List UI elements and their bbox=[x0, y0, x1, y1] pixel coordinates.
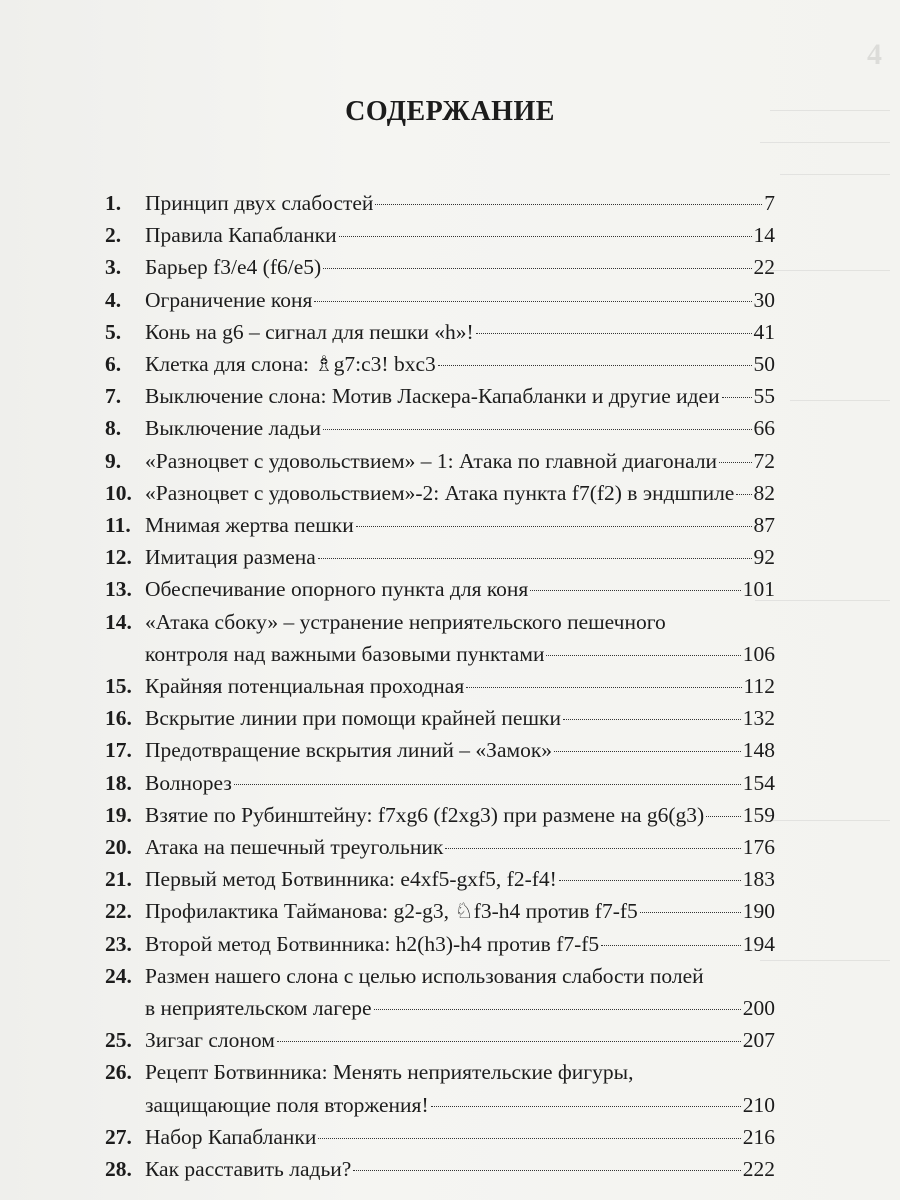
dot-leader bbox=[314, 301, 751, 302]
table-of-contents bbox=[105, 187, 775, 1185]
toc-entry-title: Как расставить ладьи? bbox=[145, 1157, 352, 1182]
toc-entry-title-line1: Рецепт Ботвинника: Менять неприятельские фигуры, bbox=[145, 1060, 634, 1085]
toc-entry-number: 11. bbox=[105, 513, 131, 538]
dot-leader bbox=[563, 719, 741, 720]
toc-entry-number: 27. bbox=[105, 1124, 132, 1149]
toc-entry[interactable] bbox=[105, 1056, 775, 1120]
toc-entry-title: «Разноцвет с удовольствием»-2: Атака пункта f7(f2) в эндшпиле bbox=[145, 480, 735, 505]
toc-entry[interactable] bbox=[105, 1121, 775, 1153]
toc-entry-title: Барьер f3/e4 (f6/e5) bbox=[145, 255, 322, 280]
toc-entry-page: 92 bbox=[753, 545, 775, 570]
toc-entry-title: Конь на g6 – сигнал для пешки «h»! bbox=[145, 319, 474, 344]
toc-entry[interactable] bbox=[105, 670, 775, 702]
toc-entry[interactable] bbox=[105, 187, 775, 219]
dot-leader bbox=[431, 1106, 741, 1107]
toc-entry-number: 16. bbox=[105, 706, 132, 731]
toc-entry-number: 6. bbox=[105, 352, 122, 377]
dot-leader bbox=[445, 848, 740, 849]
toc-entry-page: 216 bbox=[742, 1124, 775, 1149]
toc-entry[interactable] bbox=[105, 734, 775, 766]
toc-entry[interactable] bbox=[105, 316, 775, 348]
dot-leader bbox=[277, 1041, 741, 1042]
toc-entry-number: 12. bbox=[105, 545, 132, 570]
toc-entry-title: Имитация размена bbox=[145, 545, 316, 570]
toc-entry-title: Первый метод Ботвинника: e4xf5-gxf5, f2-f4! bbox=[145, 867, 557, 892]
toc-entry[interactable] bbox=[105, 445, 775, 477]
toc-entry-page: 183 bbox=[742, 867, 775, 892]
toc-entry[interactable] bbox=[105, 960, 775, 1024]
toc-entry-title: Крайняя потенциальная проходная bbox=[145, 674, 465, 699]
toc-entry[interactable] bbox=[105, 928, 775, 960]
toc-entry-title: Профилактика Тайманова: g2-g3, ♘f3-h4 против f7-f5 bbox=[145, 899, 638, 924]
toc-entry-page: 159 bbox=[742, 802, 775, 827]
dot-leader bbox=[640, 912, 741, 913]
toc-entry-number: 7. bbox=[105, 384, 122, 409]
toc-entry-number: 13. bbox=[105, 577, 132, 602]
toc-entry-title: защищающие поля вторжения! bbox=[145, 1092, 429, 1117]
toc-entry[interactable] bbox=[105, 284, 775, 316]
toc-entry-title: Принцип двух слабостей bbox=[145, 191, 374, 215]
toc-entry-number: 9. bbox=[105, 448, 122, 473]
toc-entry-title: контроля над важными базовыми пунктами bbox=[145, 641, 545, 666]
toc-entry[interactable] bbox=[105, 767, 775, 799]
toc-entry-number: 1. bbox=[105, 191, 122, 215]
toc-entry-title: Предотвращение вскрытия линий – «Замок» bbox=[145, 738, 553, 763]
toc-entry-title: Атака на пешечный треугольник bbox=[145, 835, 444, 860]
toc-entry-title-line1: Размен нашего слона с целью использования слабости полей bbox=[145, 963, 704, 988]
toc-entry-number: 15. bbox=[105, 674, 132, 699]
toc-entry-number: 22. bbox=[105, 899, 132, 924]
toc-entry[interactable] bbox=[105, 541, 775, 573]
toc-entry-page: 222 bbox=[742, 1157, 775, 1182]
dot-leader bbox=[356, 526, 752, 527]
toc-entry-number: 19. bbox=[105, 802, 132, 827]
toc-entry-title: Клетка для слона: ♗g7:c3! bxc3 bbox=[145, 352, 436, 377]
toc-entry-number: 21. bbox=[105, 867, 132, 892]
toc-entry-number: 2. bbox=[105, 223, 122, 248]
toc-entry-page: 148 bbox=[742, 738, 775, 763]
toc-entry[interactable] bbox=[105, 1024, 775, 1056]
toc-entry-number: 25. bbox=[105, 1028, 132, 1053]
dot-leader bbox=[438, 365, 752, 366]
dot-leader bbox=[722, 397, 752, 398]
toc-entry[interactable] bbox=[105, 799, 775, 831]
toc-entry-title: Выключение слона: Мотив Ласкера-Капабланки и другие идеи bbox=[145, 384, 720, 409]
dot-leader bbox=[353, 1170, 740, 1171]
page-title: СОДЕРЖАНИЕ bbox=[345, 96, 555, 127]
dot-leader bbox=[736, 494, 751, 495]
toc-entry-title: Зигзаг слоном bbox=[145, 1028, 275, 1053]
dot-leader bbox=[546, 655, 740, 656]
toc-entry-number: 3. bbox=[105, 255, 122, 280]
toc-entry-title: Мнимая жертва пешки bbox=[145, 513, 354, 538]
toc-entry[interactable] bbox=[105, 219, 775, 251]
dot-leader bbox=[559, 880, 741, 881]
toc-entry[interactable] bbox=[105, 348, 775, 380]
toc-entry-page: 101 bbox=[742, 577, 775, 602]
toc-entry[interactable] bbox=[105, 895, 775, 927]
toc-entry[interactable] bbox=[105, 380, 775, 412]
dot-leader bbox=[719, 462, 751, 463]
toc-entry-page: 7 bbox=[764, 191, 775, 215]
dot-leader bbox=[706, 816, 741, 817]
toc-entry-page: 14 bbox=[753, 223, 775, 248]
toc-entry-title: Правила Капабланки bbox=[145, 223, 337, 248]
toc-entry-number: 10. bbox=[105, 480, 132, 505]
toc-entry-number: 24. bbox=[105, 963, 132, 988]
toc-entry-title: Взятие по Рубинштейну: f7xg6 (f2xg3) при размене на g6(g3) bbox=[145, 802, 705, 827]
toc-entry-page: 55 bbox=[753, 384, 775, 409]
toc-entry-number: 18. bbox=[105, 770, 132, 795]
toc-entry-page: 106 bbox=[742, 641, 775, 666]
toc-entry-number: 14. bbox=[105, 609, 132, 634]
toc-entry-page: 30 bbox=[753, 287, 775, 312]
toc-entry-number: 17. bbox=[105, 738, 132, 763]
toc-entry-page: 190 bbox=[742, 899, 775, 924]
toc-entry-title-line1: «Атака сбоку» – устранение неприятельского пешечного bbox=[145, 609, 666, 634]
toc-entry-title: «Разноцвет с удовольствием» – 1: Атака по главной диагонали bbox=[145, 448, 718, 473]
dot-leader bbox=[530, 590, 740, 591]
toc-entry-title: Ограничение коня bbox=[145, 287, 313, 312]
dot-leader bbox=[339, 236, 752, 237]
toc-entry-number: 20. bbox=[105, 835, 132, 860]
toc-entry-page: 200 bbox=[742, 996, 775, 1021]
toc-entry-number: 23. bbox=[105, 931, 132, 956]
toc-entry-number: 26. bbox=[105, 1060, 132, 1085]
toc-entry-title: Выключение ладьи bbox=[145, 416, 322, 441]
toc-entry[interactable] bbox=[105, 606, 775, 670]
toc-entry-number: 8. bbox=[105, 416, 122, 441]
toc-entry-title: в неприятельском лагере bbox=[145, 996, 372, 1021]
bleed-through-page-number: 4 bbox=[867, 38, 882, 71]
toc-entry-page: 210 bbox=[742, 1092, 775, 1117]
dot-leader bbox=[375, 204, 762, 205]
toc-entry[interactable] bbox=[105, 702, 775, 734]
toc-entry-page: 41 bbox=[753, 319, 775, 344]
dot-leader bbox=[234, 784, 741, 785]
dot-leader bbox=[476, 333, 752, 334]
dot-leader bbox=[323, 429, 751, 430]
toc-entry-title: Волнорез bbox=[145, 770, 232, 795]
toc-entry-page: 154 bbox=[742, 770, 775, 795]
toc-entry-title: Второй метод Ботвинника: h2(h3)-h4 против f7-f5 bbox=[145, 931, 600, 956]
dot-leader bbox=[466, 687, 741, 688]
dot-leader bbox=[601, 945, 741, 946]
toc-entry-title: Набор Капабланки bbox=[145, 1124, 317, 1149]
dot-leader bbox=[374, 1009, 741, 1010]
dot-leader bbox=[318, 558, 752, 559]
toc-entry-page: 132 bbox=[742, 706, 775, 731]
toc-entry-page: 22 bbox=[753, 255, 775, 280]
toc-entry-page: 66 bbox=[753, 416, 775, 441]
toc-entry[interactable] bbox=[105, 412, 775, 444]
toc-entry-page: 82 bbox=[753, 480, 775, 505]
toc-entry-page: 50 bbox=[753, 352, 775, 377]
toc-entry[interactable] bbox=[105, 509, 775, 541]
toc-entry[interactable] bbox=[105, 573, 775, 605]
toc-entry-page: 194 bbox=[742, 931, 775, 956]
toc-entry[interactable] bbox=[105, 863, 775, 895]
toc-entry-page: 176 bbox=[742, 835, 775, 860]
toc-entry-number: 4. bbox=[105, 287, 122, 312]
toc-entry-number: 5. bbox=[105, 319, 122, 344]
toc-entry-page: 87 bbox=[753, 513, 775, 538]
toc-entry-title: Вскрытие линии при помощи крайней пешки bbox=[145, 706, 561, 731]
toc-entry-page: 72 bbox=[753, 448, 775, 473]
toc-entry[interactable] bbox=[105, 251, 775, 283]
toc-entry-page: 112 bbox=[743, 674, 775, 699]
toc-entry-title: Обеспечивание опорного пункта для коня bbox=[145, 577, 529, 602]
toc-entry-number: 28. bbox=[105, 1157, 132, 1182]
dot-leader bbox=[323, 268, 751, 269]
toc-entry[interactable] bbox=[105, 1153, 775, 1185]
toc-entry[interactable] bbox=[105, 477, 775, 509]
toc-entry[interactable] bbox=[105, 831, 775, 863]
toc-entry-page: 207 bbox=[742, 1028, 775, 1053]
dot-leader bbox=[318, 1138, 740, 1139]
dot-leader bbox=[554, 751, 741, 752]
